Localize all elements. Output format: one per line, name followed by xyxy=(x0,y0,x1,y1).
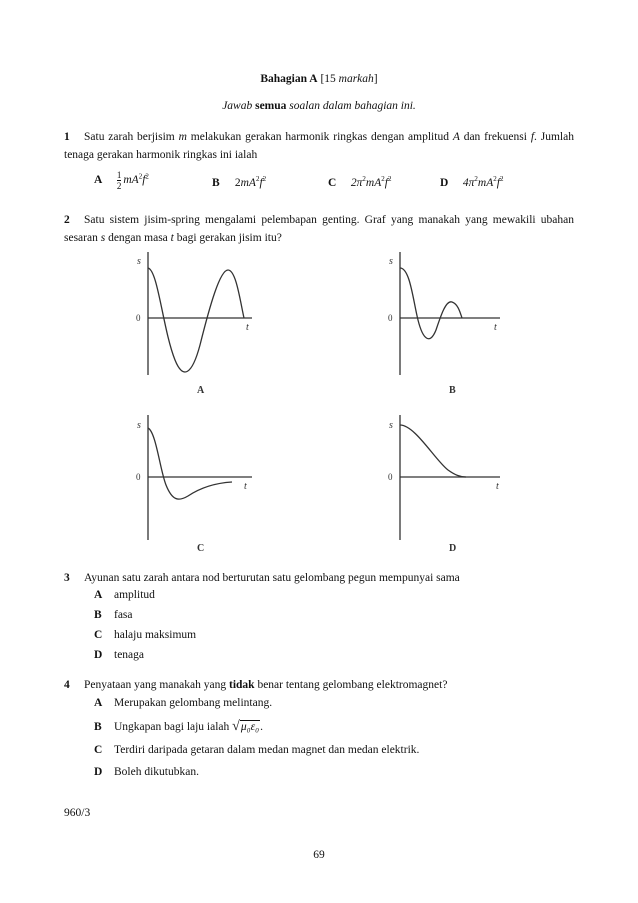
exponent: 2 xyxy=(262,175,267,183)
coefficient: 4π xyxy=(462,176,475,189)
graph-a-axis-t: t xyxy=(246,322,249,333)
q3-text: Ayunan satu zarah antara nod berturutan satu gelombang pegun mempunyai sama xyxy=(84,572,460,584)
expr: f xyxy=(259,176,263,189)
graph-b-axis-t: t xyxy=(494,322,497,333)
graph-d-axis-s: s xyxy=(389,420,393,431)
exponent: 2 xyxy=(145,172,149,181)
option-letter: C xyxy=(328,176,337,189)
q1-text-b: melakukan gerakan harmonik ringkas dengan amplitud xyxy=(186,131,453,143)
page-number: 69 xyxy=(313,849,325,861)
graph-d-label: D xyxy=(449,543,457,554)
fraction-denominator: 2 xyxy=(116,181,122,191)
q3-option-b[interactable] xyxy=(94,609,133,621)
expr: f xyxy=(384,176,388,189)
q4-text-bold: tidak xyxy=(228,679,255,691)
graph-d-axis-t: t xyxy=(496,481,499,492)
option-text: Ungkapan bagi laju ialah xyxy=(114,721,230,733)
graph-c-axis-s: s xyxy=(137,420,141,431)
option-letter: B xyxy=(94,609,102,621)
graph-c-label: C xyxy=(197,543,205,554)
option-text: Boleh dikutubkan. xyxy=(114,766,199,778)
option-text: amplitud xyxy=(114,589,155,601)
section-title: Bahagian A xyxy=(260,73,318,85)
graph-a[interactable] xyxy=(148,252,252,375)
graph-a-axis-s: s xyxy=(137,256,141,267)
graph-b-axis-s: s xyxy=(389,256,393,267)
option-letter: A xyxy=(94,697,103,709)
q4-text-a: Penyataan yang manakah yang xyxy=(84,679,229,691)
q1-text-d: . Jumlah tenaga gerakan harmonik ringkas ini ialah xyxy=(64,131,574,161)
q1-var-f: f xyxy=(530,131,535,143)
question-number: 2 xyxy=(64,214,70,226)
exponent: 2 xyxy=(255,175,260,183)
option-text: fasa xyxy=(114,609,133,621)
expr: f xyxy=(496,176,500,189)
graph-a-origin: 0 xyxy=(136,313,141,323)
option-letter: D xyxy=(94,649,103,661)
exponent: 2 xyxy=(493,175,497,183)
sqrt-icon: √ xyxy=(232,719,240,734)
q1-var-A: A xyxy=(452,131,460,143)
q3-option-c[interactable] xyxy=(94,629,196,641)
sqrt-radicand: μ₀ε₀ xyxy=(240,721,260,733)
option-tail: . xyxy=(260,721,264,733)
coefficient: 2π xyxy=(350,176,363,189)
q2-text-c: bagi gerakan jisim itu? xyxy=(173,232,282,244)
graph-a-label: A xyxy=(197,385,205,396)
section-marks-close: ] xyxy=(373,73,378,85)
option-text: tenaga xyxy=(114,649,145,661)
question-3 xyxy=(64,569,574,587)
instruction-pre: Jawab xyxy=(222,100,256,112)
option-letter: A xyxy=(94,589,103,601)
expr: mA xyxy=(123,174,139,187)
q2-text-b: dengan masa xyxy=(105,232,171,244)
q1-text-c: dan frekuensi xyxy=(459,131,531,143)
q4-text-b: benar tentang gelombang elektromagnet? xyxy=(254,679,448,691)
q2-var-s: s xyxy=(100,232,106,244)
option-text: Merupakan gelombang melintang. xyxy=(114,697,273,709)
option-letter: C xyxy=(94,744,103,756)
option-letter: B xyxy=(94,721,102,733)
fraction-numerator: 1 xyxy=(116,170,122,180)
curve-d xyxy=(400,425,466,477)
expr: mA xyxy=(365,176,382,189)
exponent: 2 xyxy=(474,175,478,183)
option-text: halaju maksimum xyxy=(114,629,197,641)
instruction-post: soalan dalam bahagian ini. xyxy=(286,100,416,112)
option-letter: D xyxy=(440,176,449,189)
question-number: 3 xyxy=(64,572,70,584)
option-text: Terdiri daripada getaran dalam medan magnet dan medan elektrik. xyxy=(114,744,420,756)
exponent: 2 xyxy=(138,172,143,181)
option-letter: A xyxy=(94,174,103,187)
q1-var-m: m xyxy=(178,131,187,143)
graph-d[interactable] xyxy=(400,415,500,540)
q4-option-b[interactable] xyxy=(94,719,263,735)
question-number: 4 xyxy=(64,679,70,691)
graph-b[interactable] xyxy=(400,252,500,375)
q4-option-a[interactable] xyxy=(94,697,272,709)
instruction-bold: semua xyxy=(255,100,287,112)
q4-option-d[interactable] xyxy=(94,766,199,778)
option-letter: B xyxy=(212,176,220,189)
option-letter: D xyxy=(94,766,103,778)
q2-var-t: t xyxy=(170,232,174,244)
q1-text-a: Satu zarah berjisim xyxy=(84,131,179,143)
curve-b xyxy=(400,268,462,339)
expr: mA xyxy=(477,176,494,189)
question-number: 1 xyxy=(64,131,70,143)
exponent: 2 xyxy=(499,175,504,183)
exponent: 2 xyxy=(381,175,385,183)
q3-option-a[interactable] xyxy=(94,589,155,601)
graph-c-axis-t: t xyxy=(244,481,247,492)
curve-a xyxy=(148,268,244,372)
expr: mA xyxy=(240,176,256,189)
graph-c[interactable] xyxy=(148,415,252,540)
section-marks-open: [15 xyxy=(317,73,339,85)
question-4 xyxy=(64,676,574,694)
graph-b-label: B xyxy=(449,385,456,396)
graph-d-origin: 0 xyxy=(388,472,393,482)
q3-option-d[interactable] xyxy=(94,649,144,661)
paper-code: 960/3 xyxy=(64,807,91,819)
exponent: 2 xyxy=(387,175,392,183)
curve-c xyxy=(148,428,232,499)
exponent: 2 xyxy=(362,175,366,183)
coefficient: 2 xyxy=(234,176,241,189)
q4-option-c[interactable] xyxy=(94,744,419,756)
option-letter: C xyxy=(94,629,103,641)
section-marks-word: markah xyxy=(338,73,374,85)
q2-text-a: Satu sistem jisim-spring mengalami pelembapan genting. Graf yang manakah yang mewakili ubahan sesaran xyxy=(64,214,574,244)
graph-b-origin: 0 xyxy=(388,313,393,323)
graph-c-origin: 0 xyxy=(136,472,141,482)
expr: f xyxy=(142,174,146,187)
